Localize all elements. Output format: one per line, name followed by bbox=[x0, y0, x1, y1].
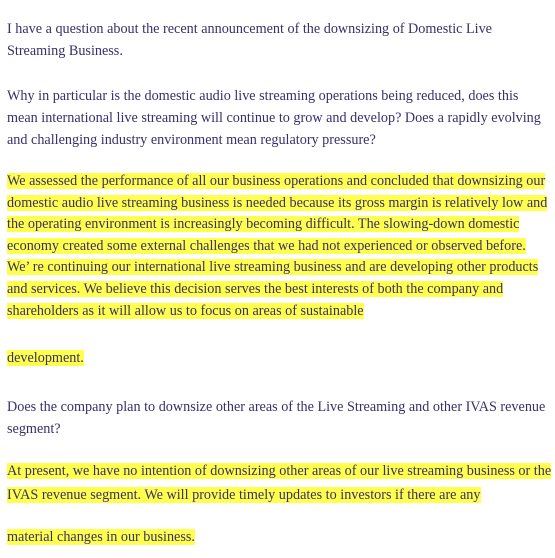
answer-other-text: At present, we have no intention of downsizing other areas of our live streaming business or the IVAS revenue segment. We will provide timely updates to investors if there are any bbox=[7, 463, 552, 503]
question-why: Why in particular is the domestic audio live streaming operations being reduced, does this mean international live streaming will continue to grow and develop? Does a rapidly evolving and challenging industry environment mean regulatory pressure? bbox=[7, 88, 541, 148]
question-intro: I have a question about the recent announcement of the downsizing of Domestic Live Streaming Business. bbox=[7, 21, 492, 59]
answer-why-end-text: development. bbox=[7, 350, 84, 366]
answer-other bbox=[7, 460, 555, 507]
question-other: Does the company plan to downsize other areas of the Live Streaming and other IVAS revenue segment? bbox=[7, 399, 546, 437]
answer-why-text: We assessed the performance of all our business operations and concluded that downsizing our domestic audio live streaming business is needed because its gross margin is relatively low and the operating environment is increasingly becoming difficult. The slowing-down domestic economy created some external challenges that we had not experienced or observed before. We’ re continuing our international live streaming business and are developing other products and services. We believe this decision serves the best interests of both the company and shareholders as it will allow us to focus on areas of sustainable bbox=[7, 173, 548, 319]
answer-why-end bbox=[7, 347, 84, 369]
answer-other-end-text: material changes in our business. bbox=[7, 529, 195, 545]
answer-why bbox=[7, 171, 552, 322]
answer-other-end bbox=[7, 526, 195, 548]
